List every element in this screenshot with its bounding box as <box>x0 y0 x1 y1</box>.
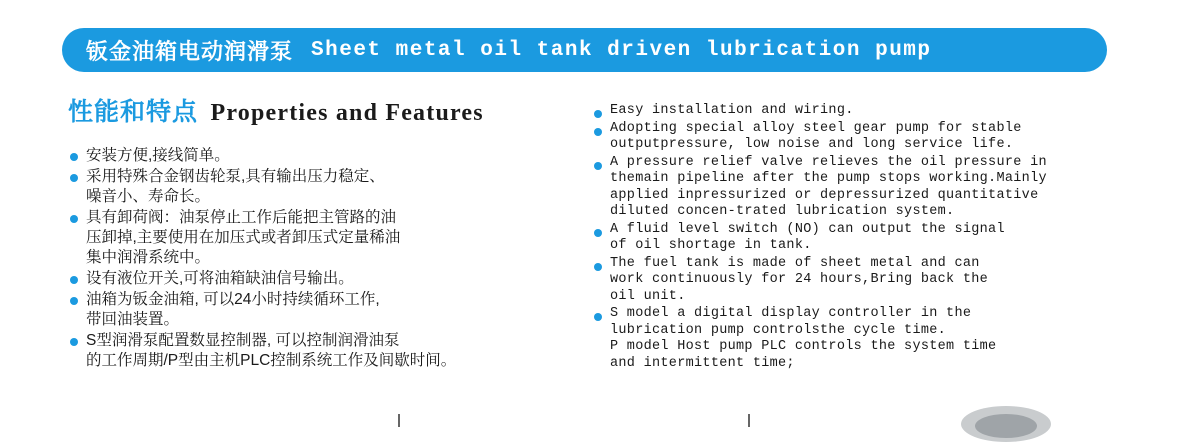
feature-line: 设有液位开关,可将油箱缺油信号输出。 <box>86 270 354 287</box>
feature-list-en <box>594 103 1154 372</box>
list-item <box>594 222 1154 255</box>
feature-line: 噪音小、寿命长。 <box>86 188 211 205</box>
features-column-chinese <box>70 146 570 372</box>
list-item <box>70 331 570 371</box>
section-heading-en: Properties and Features <box>210 100 484 126</box>
feature-line: lubrication pump controlsthe cycle time. <box>610 322 947 338</box>
feature-line: and intermittent time; <box>610 355 795 371</box>
feature-line: Adopting special alloy steel gear pump for stable <box>610 120 1022 136</box>
banner-title-cn: 钣金油箱电动润滑泵 <box>86 38 294 64</box>
list-item <box>594 306 1154 372</box>
feature-line: 集中润滑系统中。 <box>86 249 211 266</box>
feature-line: outputpressure, low noise and long service life. <box>610 137 1014 152</box>
feature-line: 安装方便,接线简单。 <box>86 147 230 164</box>
feature-line: 采用特殊合金钢齿轮泵,具有输出压力稳定、 <box>86 168 385 185</box>
feature-line: of oil shortage in tank. <box>610 238 812 253</box>
feature-line: S型润滑泵配置数显控制器, 可以控制润滑油泵 <box>86 332 400 349</box>
feature-line: themain pipeline after the pump stops working.Mainly <box>610 171 1047 186</box>
list-item <box>594 103 1154 120</box>
list-item <box>70 208 570 268</box>
list-item <box>70 290 570 330</box>
feature-line: work continuously for 24 hours,Bring back the <box>610 272 989 287</box>
product-image-fragment-inner <box>975 414 1037 438</box>
feature-line: 压卸掉,主要使用在加压式或者卸压式定量稀油 <box>86 229 401 246</box>
feature-line: A fluid level switch (NO) can output the signal <box>610 221 1005 237</box>
product-detail-mark-right <box>748 414 750 427</box>
feature-list-cn <box>70 146 570 371</box>
list-item <box>70 269 570 289</box>
feature-line: A pressure relief valve relieves the oil pressure in <box>610 154 1047 170</box>
list-item <box>70 146 570 166</box>
feature-line: The fuel tank is made of sheet metal and can <box>610 255 980 271</box>
feature-line: S model a digital display controller in the <box>610 306 972 321</box>
title-banner <box>62 28 1107 72</box>
feature-line: 的工作周期/P型由主机PLC控制系统工作及间歇时间。 <box>86 352 457 369</box>
feature-line: 具有卸荷阀：油泵停止工作后能把主管路的油 <box>86 209 397 226</box>
list-item <box>70 167 570 207</box>
feature-line: diluted concen-trated lubrication system. <box>610 204 955 219</box>
feature-line: Easy installation and wiring. <box>610 103 854 118</box>
features-column-english <box>594 103 1154 373</box>
product-detail-mark-left <box>398 414 400 427</box>
section-heading <box>68 92 484 128</box>
feature-line: 带回油装置。 <box>86 311 180 328</box>
list-item <box>594 121 1154 154</box>
feature-line: applied inpressurized or depressurized quantitative <box>610 187 1039 203</box>
banner-title-en: Sheet metal oil tank driven lubrication pump <box>311 38 932 62</box>
feature-line: P model Host pump PLC controls the system time <box>610 339 997 354</box>
feature-line: oil unit. <box>610 288 686 304</box>
list-item <box>594 256 1154 306</box>
section-heading-cn: 性能和特点 <box>68 98 199 126</box>
list-item <box>594 155 1154 221</box>
feature-line: 油箱为钣金油箱, 可以24小时持续循环工作, <box>86 291 380 308</box>
